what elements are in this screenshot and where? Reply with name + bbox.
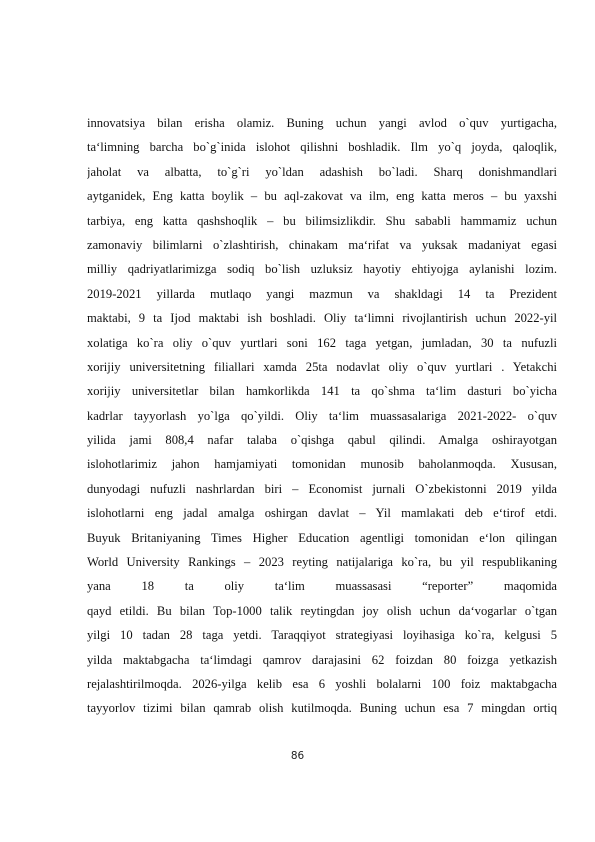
page-number: 86 (290, 750, 305, 762)
text-line: xolatiga ko`ra oliy o`quv yurtlari soni 162 taga yetgan, jumladan, 30 ta nufuzli (87, 335, 557, 350)
text-line: tarbiya, eng katta qashshoqlik – bu bilimsizlikdir. Shu sababli hammamiz uchun (87, 213, 557, 228)
text-line: ta‘limning barcha bo`g`inida islohot qilishni boshladik. Ilm yo`q joyda, qaloqlik, (87, 140, 557, 155)
text-line: yilda maktabgacha ta‘limdagi qamrov darajasini 62 foizdan 80 foizga yetkazish (87, 652, 557, 667)
text-line: qayd etildi. Bu bilan Top-1000 talik reytingdan joy olish uchun da‘vogarlar o`tgan (87, 603, 557, 618)
text-line: yana 18 ta oliy ta‘lim muassasasi “reporter” maqomida (87, 579, 557, 594)
text-line: xorijiy universitetning filiallari xamda 25ta nodavlat oliy o`quv yurtlari . Yetakchi (87, 359, 557, 374)
text-line: jaholat va albatta, to`g`ri yo`ldan adashish bo`ladi. Sharq donishmandlari (87, 164, 557, 179)
body-text (87, 111, 557, 721)
text-line: yilgi 10 tadan 28 taga yetdi. Taraqqiyot strategiyasi loyihasiga ko`ra, kelgusi 5 (87, 628, 557, 643)
text-line: dunyodagi nufuzli nashrlardan biri – Economist jurnali O`zbekistonni 2019 yilda (87, 481, 557, 496)
text-line: xorijiy universitetlar bilan hamkorlikda 141 ta qo`shma ta‘lim dasturi bo`yicha (87, 384, 557, 399)
text-line: maktabi, 9 ta Ijod maktabi ish boshladi. Oliy ta‘limni rivojlantirish uchun 2022-yil (87, 311, 557, 326)
text-line: innovatsiya bilan erisha olamiz. Buning uchun yangi avlod o`quv yurtigacha, (87, 116, 557, 130)
text-line: World University Rankings – 2023 reyting natijalariga ko`ra, bu yil respublikaning (87, 555, 557, 570)
text-line: tayyorlov tizimi bilan qamrab olish kutilmoqda. Buning uchun esa 7 mingdan ortiq (87, 701, 557, 716)
text-line: Buyuk Britaniyaning Times Higher Education agentligi tomonidan e‘lon qilingan (87, 530, 557, 545)
text-line: islohotlarimiz jahon hamjamiyati tomonidan munosib baholanmoqda. Xususan, (87, 457, 557, 472)
text-line: kadrlar tayyorlash yo`lga qo`yildi. Oliy ta‘lim muassasalariga 2021-2022- o`quv (87, 408, 557, 423)
text-line: islohotlarni eng jadal amalga oshirgan davlat – Yil mamlakati deb e‘tirof etdi. (87, 506, 557, 521)
text-line: rejalashtirilmoqda. 2026-yilga kelib esa 6 yoshli bolalarni 100 foiz maktabgacha (87, 676, 557, 691)
text-line: yilida jami 808,4 nafar talaba o`qishga qabul qilindi. Amalga oshirayotgan (87, 433, 557, 448)
text-line: aytganidek, Eng katta boylik – bu aql-zakovat va ilm, eng katta meros – bu yaxshi (87, 189, 557, 204)
text-line: milliy qadriyatlarimizga sodiq bo`lish uzluksiz hayotiy ehtiyojga aylanishi lozim. (87, 262, 557, 277)
text-line: zamonaviy bilimlarni o`zlashtirish, chinakam ma‘rifat va yuksak madaniyat egasi (87, 237, 557, 252)
text-line: 2019-2021 yillarda mutlaqo yangi mazmun va shakldagi 14 ta Prezident (87, 286, 557, 301)
